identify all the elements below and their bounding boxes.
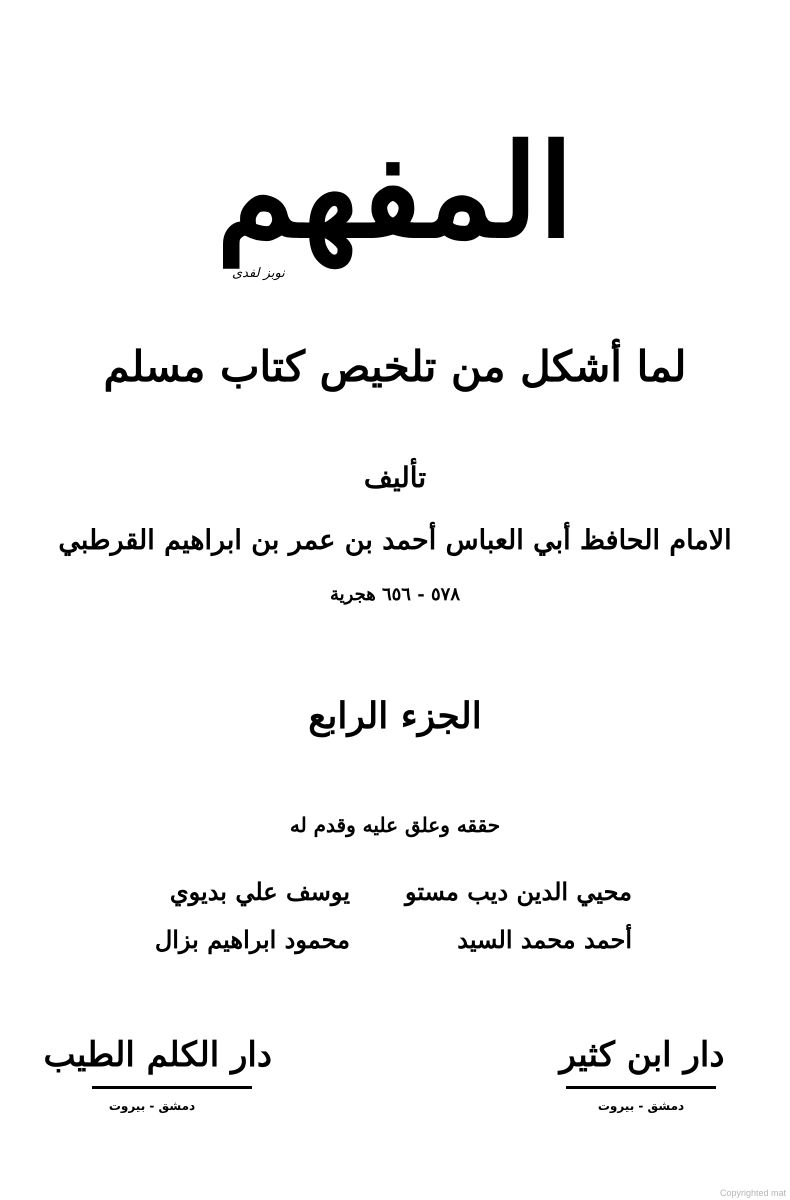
author-name: الامام الحافظ أبي العباس أحمد بن عمر بن ابراهيم القرطبي xyxy=(58,525,732,556)
editor-name: محيي الدين ديب مستو xyxy=(404,877,632,906)
editor-name: يوسف علي بديوي xyxy=(169,877,350,906)
book-title: المفهم xyxy=(216,117,574,267)
author-dates: ٥٧٨ - ٦٥٦ هجرية xyxy=(329,584,461,605)
authorship-label: تأليف xyxy=(363,461,427,494)
publisher-rule xyxy=(92,1086,252,1089)
copyright-watermark: Copyrighted mat xyxy=(719,1188,786,1198)
book-subtitle: لما أشكل من تلخيص كتاب مسلم xyxy=(103,342,687,391)
publisher-rule xyxy=(566,1086,716,1089)
publisher-city-right: دمشق - بيروت xyxy=(597,1099,685,1113)
editors-heading: حققه وعلق عليه وقدم له xyxy=(289,813,501,837)
publisher-name-left: دار الكلم الطيب xyxy=(43,1035,272,1075)
publisher-name-right: دار ابن كثير xyxy=(559,1035,725,1075)
title-calligrapher-mark: نوبز لفدى xyxy=(232,266,285,281)
editor-name: أحمد محمد السيد xyxy=(457,925,632,954)
volume-label: الجزء الرابع xyxy=(308,695,482,737)
editor-name: محمود ابراهيم بزال xyxy=(154,925,350,954)
publisher-city-left: دمشق - بيروت xyxy=(108,1099,196,1113)
